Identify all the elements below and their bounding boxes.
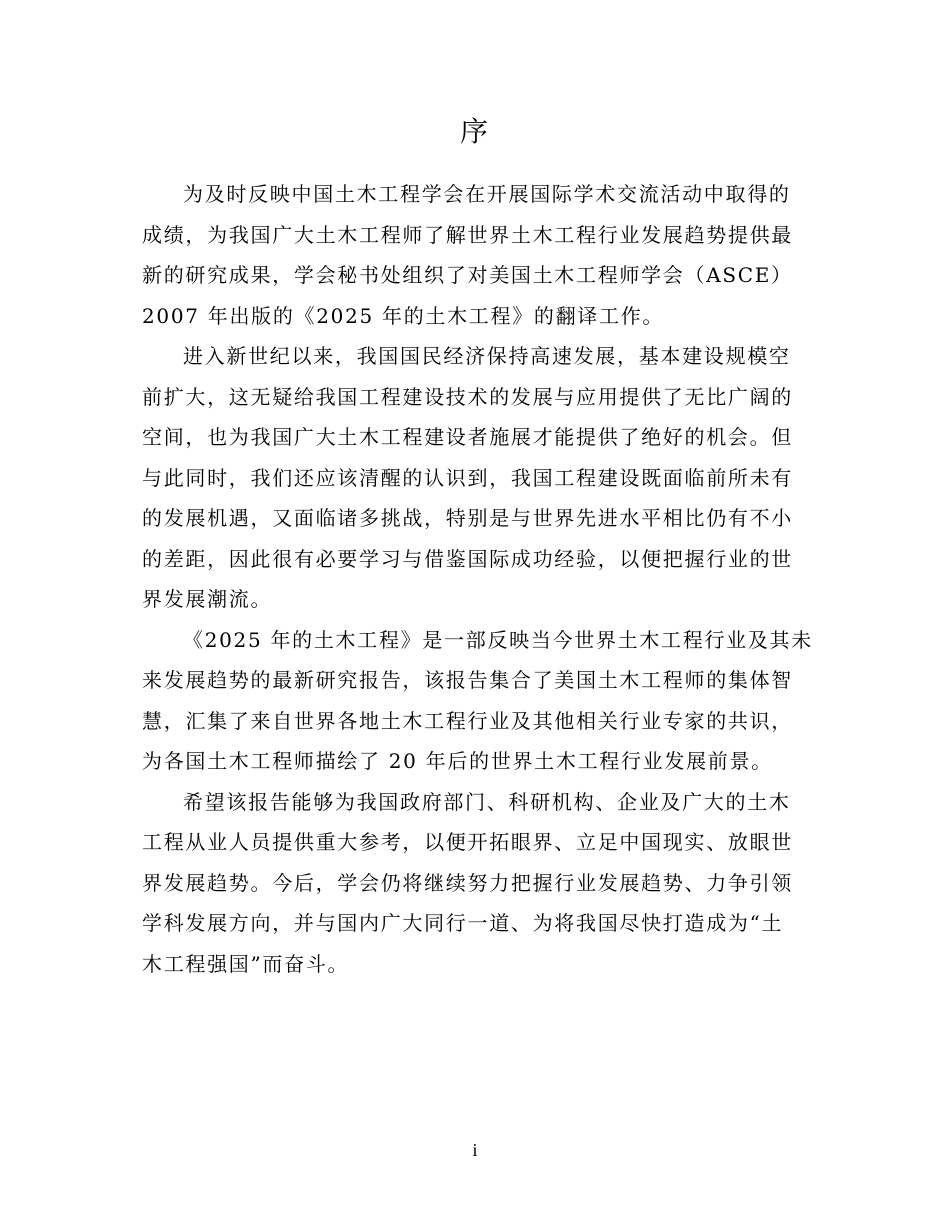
text-line: 木工程强国”而奋斗。 <box>142 951 350 976</box>
text-line: 与此同时，我们还应该清醒的认识到，我国工程建设既面临前所未有 <box>142 465 793 490</box>
text-line: 空间，也为我国广大土木工程建设者施展才能提供了绝好的机会。但 <box>142 425 793 449</box>
text-line: 界发展趋势。今后，学会仍将继续努力把握行业发展趋势、力争引领 <box>142 870 793 895</box>
text-line: 2007 年出版的《2025 年的土木工程》的翻译工作。 <box>142 303 665 328</box>
text-line: 新的研究成果，学会秘书处组织了对美国土木工程师学会（ASCE） <box>142 263 793 287</box>
text-line: 进入新世纪以来，我国国民经济保持高速发展，基本建设规模空 <box>183 344 791 368</box>
text-line: 来发展趋势的最新研究报告，该报告集合了美国土木工程师的集体智 <box>142 668 793 692</box>
text-line: 为各国土木工程师描绘了 20 年后的世界土木工程行业发展前景。 <box>142 749 773 773</box>
text-line: 的发展机遇，又面临诸多挑战，特别是与世界先进水平相比仍有不小 <box>142 506 793 530</box>
page-title: 序 <box>459 115 490 148</box>
text-line: 成绩，为我国广大土木工程师了解世界土木工程行业发展趋势提供最 <box>142 222 793 247</box>
text-line: 的差距，因此很有必要学习与借鉴国际成功经验，以便把握行业的世 <box>142 546 793 571</box>
text-line: 希望该报告能够为我国政府部门、科研机构、企业及广大的土木 <box>183 789 791 814</box>
text-line: 为及时反映中国土木工程学会在开展国际学术交流活动中取得的 <box>183 182 791 206</box>
text-line: 前扩大，这无疑给我国工程建设技术的发展与应用提供了无比广阔的 <box>142 384 793 409</box>
text-line: 学科发展方向，并与国内广大同行一道、为将我国尽快打造成为“土 <box>142 911 784 935</box>
text-line: 工程从业人员提供重大参考，以便开拓眼界、立足中国现实、放眼世 <box>142 830 793 854</box>
text-line: 界发展潮流。 <box>142 587 273 611</box>
text-line: 慧，汇集了来自世界各地土木工程行业及其他相关行业专家的共识， <box>142 708 793 733</box>
preface-body <box>142 174 813 984</box>
text-line: 《2025 年的土木工程》是一部反映当今世界土木工程行业及其未 <box>183 627 813 652</box>
page-number: i <box>472 1140 478 1160</box>
